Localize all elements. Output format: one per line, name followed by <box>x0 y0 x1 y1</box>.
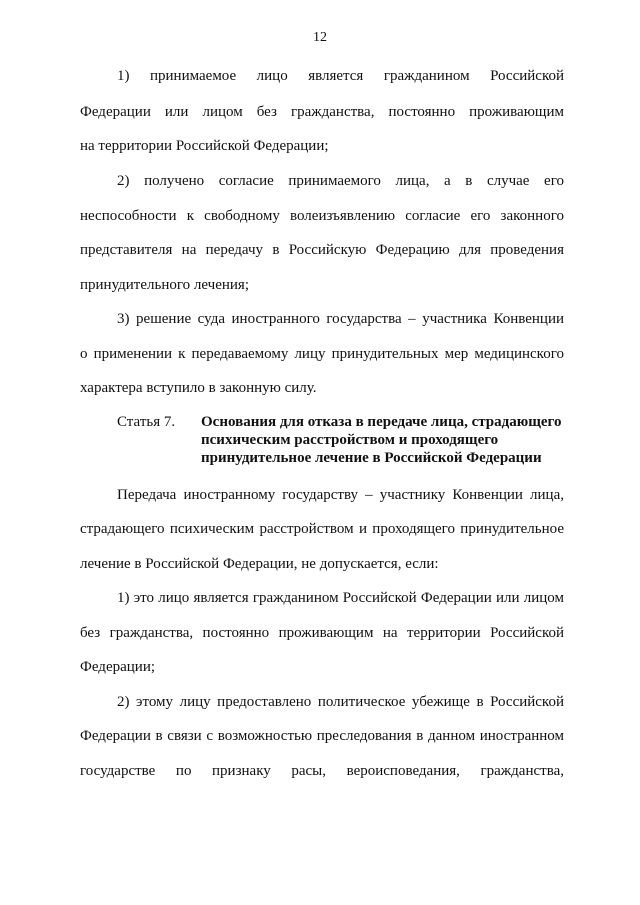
intro-line1: Передача иностранному государству – участнику Конвенции лица, <box>117 487 564 503</box>
point1-line2: без гражданства, постоянно проживающим на территории Российской <box>80 625 564 641</box>
article-title-line2: психическим расстройством и проходящего <box>201 432 499 448</box>
item3-line2: о применении к передаваемому лицу принудительных мер медицинского <box>80 346 564 362</box>
item1-line1: 1) принимаемое лицо является гражданином Российской <box>117 68 564 84</box>
item3-line3: характера вступило в законную силу. <box>80 380 317 396</box>
page-number: 12 <box>313 30 327 45</box>
article-title <box>201 413 577 467</box>
point2-line2: Федерации в связи с возможностью преследования в данном иностранном <box>80 728 564 744</box>
article-number: Статья 7. <box>117 414 176 430</box>
item1-line3: на территории Российской Федерации; <box>80 138 329 154</box>
point2-line1: 2) этому лицу предоставлено политическое убежище в Российской <box>117 694 564 710</box>
article-title-line3: принудительное лечение в Российской Федерации <box>201 450 542 466</box>
item2-line1: 2) получено согласие принимаемого лица, а в случае его <box>117 173 564 189</box>
point1-line3: Федерации; <box>80 659 156 675</box>
item2-line4: принудительного лечения; <box>80 277 249 293</box>
point1-line1: 1) это лицо является гражданином Российской Федерации или лицом <box>117 590 564 606</box>
item2-line3: представителя на передачу в Российскую Федерацию для проведения <box>80 242 564 258</box>
intro-line3: лечение в Российской Федерации, не допускается, если: <box>80 556 439 572</box>
intro-line2: страдающего психическим расстройством и проходящего принудительное <box>80 521 564 537</box>
item2-line2: неспособности к свободному волеизъявлению согласие его законного <box>80 208 564 224</box>
item3-line1: 3) решение суда иностранного государства – участника Конвенции <box>117 311 564 327</box>
point2-line3: государстве по признаку расы, вероисповедания, гражданства, <box>80 763 564 779</box>
article-title-line1: Основания для отказа в передаче лица, страдающего <box>201 414 562 430</box>
item1-line2: Федерации или лицом без гражданства, постоянно проживающим <box>80 104 564 120</box>
